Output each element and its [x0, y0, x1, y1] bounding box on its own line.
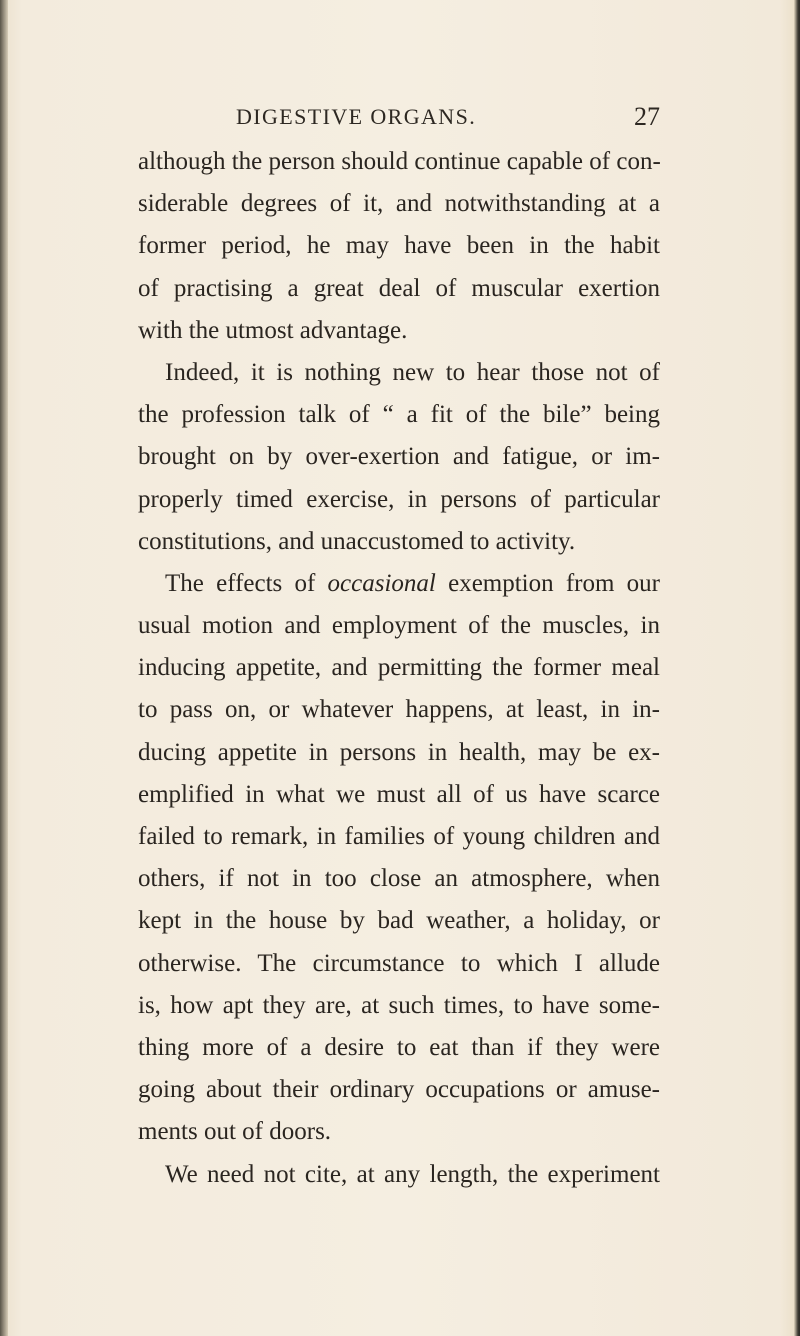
running-title: DIGESTIVE ORGANS.: [236, 104, 477, 129]
text-line: usual motion and employment of the muscles, in: [138, 612, 660, 640]
text-line: siderable degrees of it, and notwithstanding at a: [138, 190, 660, 218]
text-line: Indeed, it is nothing new to hear those not of: [165, 358, 660, 386]
text-line: failed to remark, in families of young children and: [138, 823, 660, 850]
text-line: of practising a great deal of muscular exertion: [138, 274, 660, 302]
text-line: ducing appetite in persons in health, may be ex-: [138, 738, 660, 766]
text-line: otherwise. The circumstance to which I allude: [138, 949, 660, 977]
text-line: emplified in what we must all of us have scarce: [138, 780, 660, 808]
page-edge-shadow: [794, 0, 800, 1336]
text-line: to pass on, or whatever happens, at least, in in-: [138, 696, 660, 724]
text-line: the profession talk of “ a fit of the bile” being: [138, 401, 660, 429]
text-line: inducing appetite, and permitting the former meal: [138, 654, 660, 682]
text-segment: exemption from our: [435, 569, 661, 597]
text-line: is, how apt they are, at such times, to have some-: [138, 991, 660, 1019]
text-line: former period, he may have been in the habit: [138, 232, 660, 260]
text-line: properly timed exercise, in persons of particular: [138, 485, 660, 513]
text-line-with-italic: [138, 563, 660, 605]
text-line: going about their ordinary occupations or amuse-: [138, 1076, 660, 1104]
page-gutter-shadow: [0, 0, 8, 1336]
text-line: constitutions, and unaccustomed to activity.: [138, 527, 576, 555]
text-line: kept in the house by bad weather, a holiday, or: [138, 907, 660, 935]
text-line: brought on by over-exertion and fatigue, or im-: [138, 443, 660, 471]
page-number: 27: [634, 102, 660, 131]
body-text: [138, 141, 660, 1301]
text-line: although the person should continue capable of con-: [138, 148, 661, 175]
text-line: ments out of doors.: [138, 1118, 332, 1146]
text-segment: The effects of: [165, 569, 328, 597]
italic-word: occasional: [327, 569, 436, 597]
text-line: with the utmost advantage.: [138, 316, 408, 344]
text-line: others, if not in too close an atmosphere, when: [138, 865, 660, 893]
text-line: We need not cite, at any length, the experiment: [165, 1160, 660, 1188]
page-header: [138, 104, 660, 134]
text-line: thing more of a desire to eat than if they were: [138, 1033, 660, 1061]
